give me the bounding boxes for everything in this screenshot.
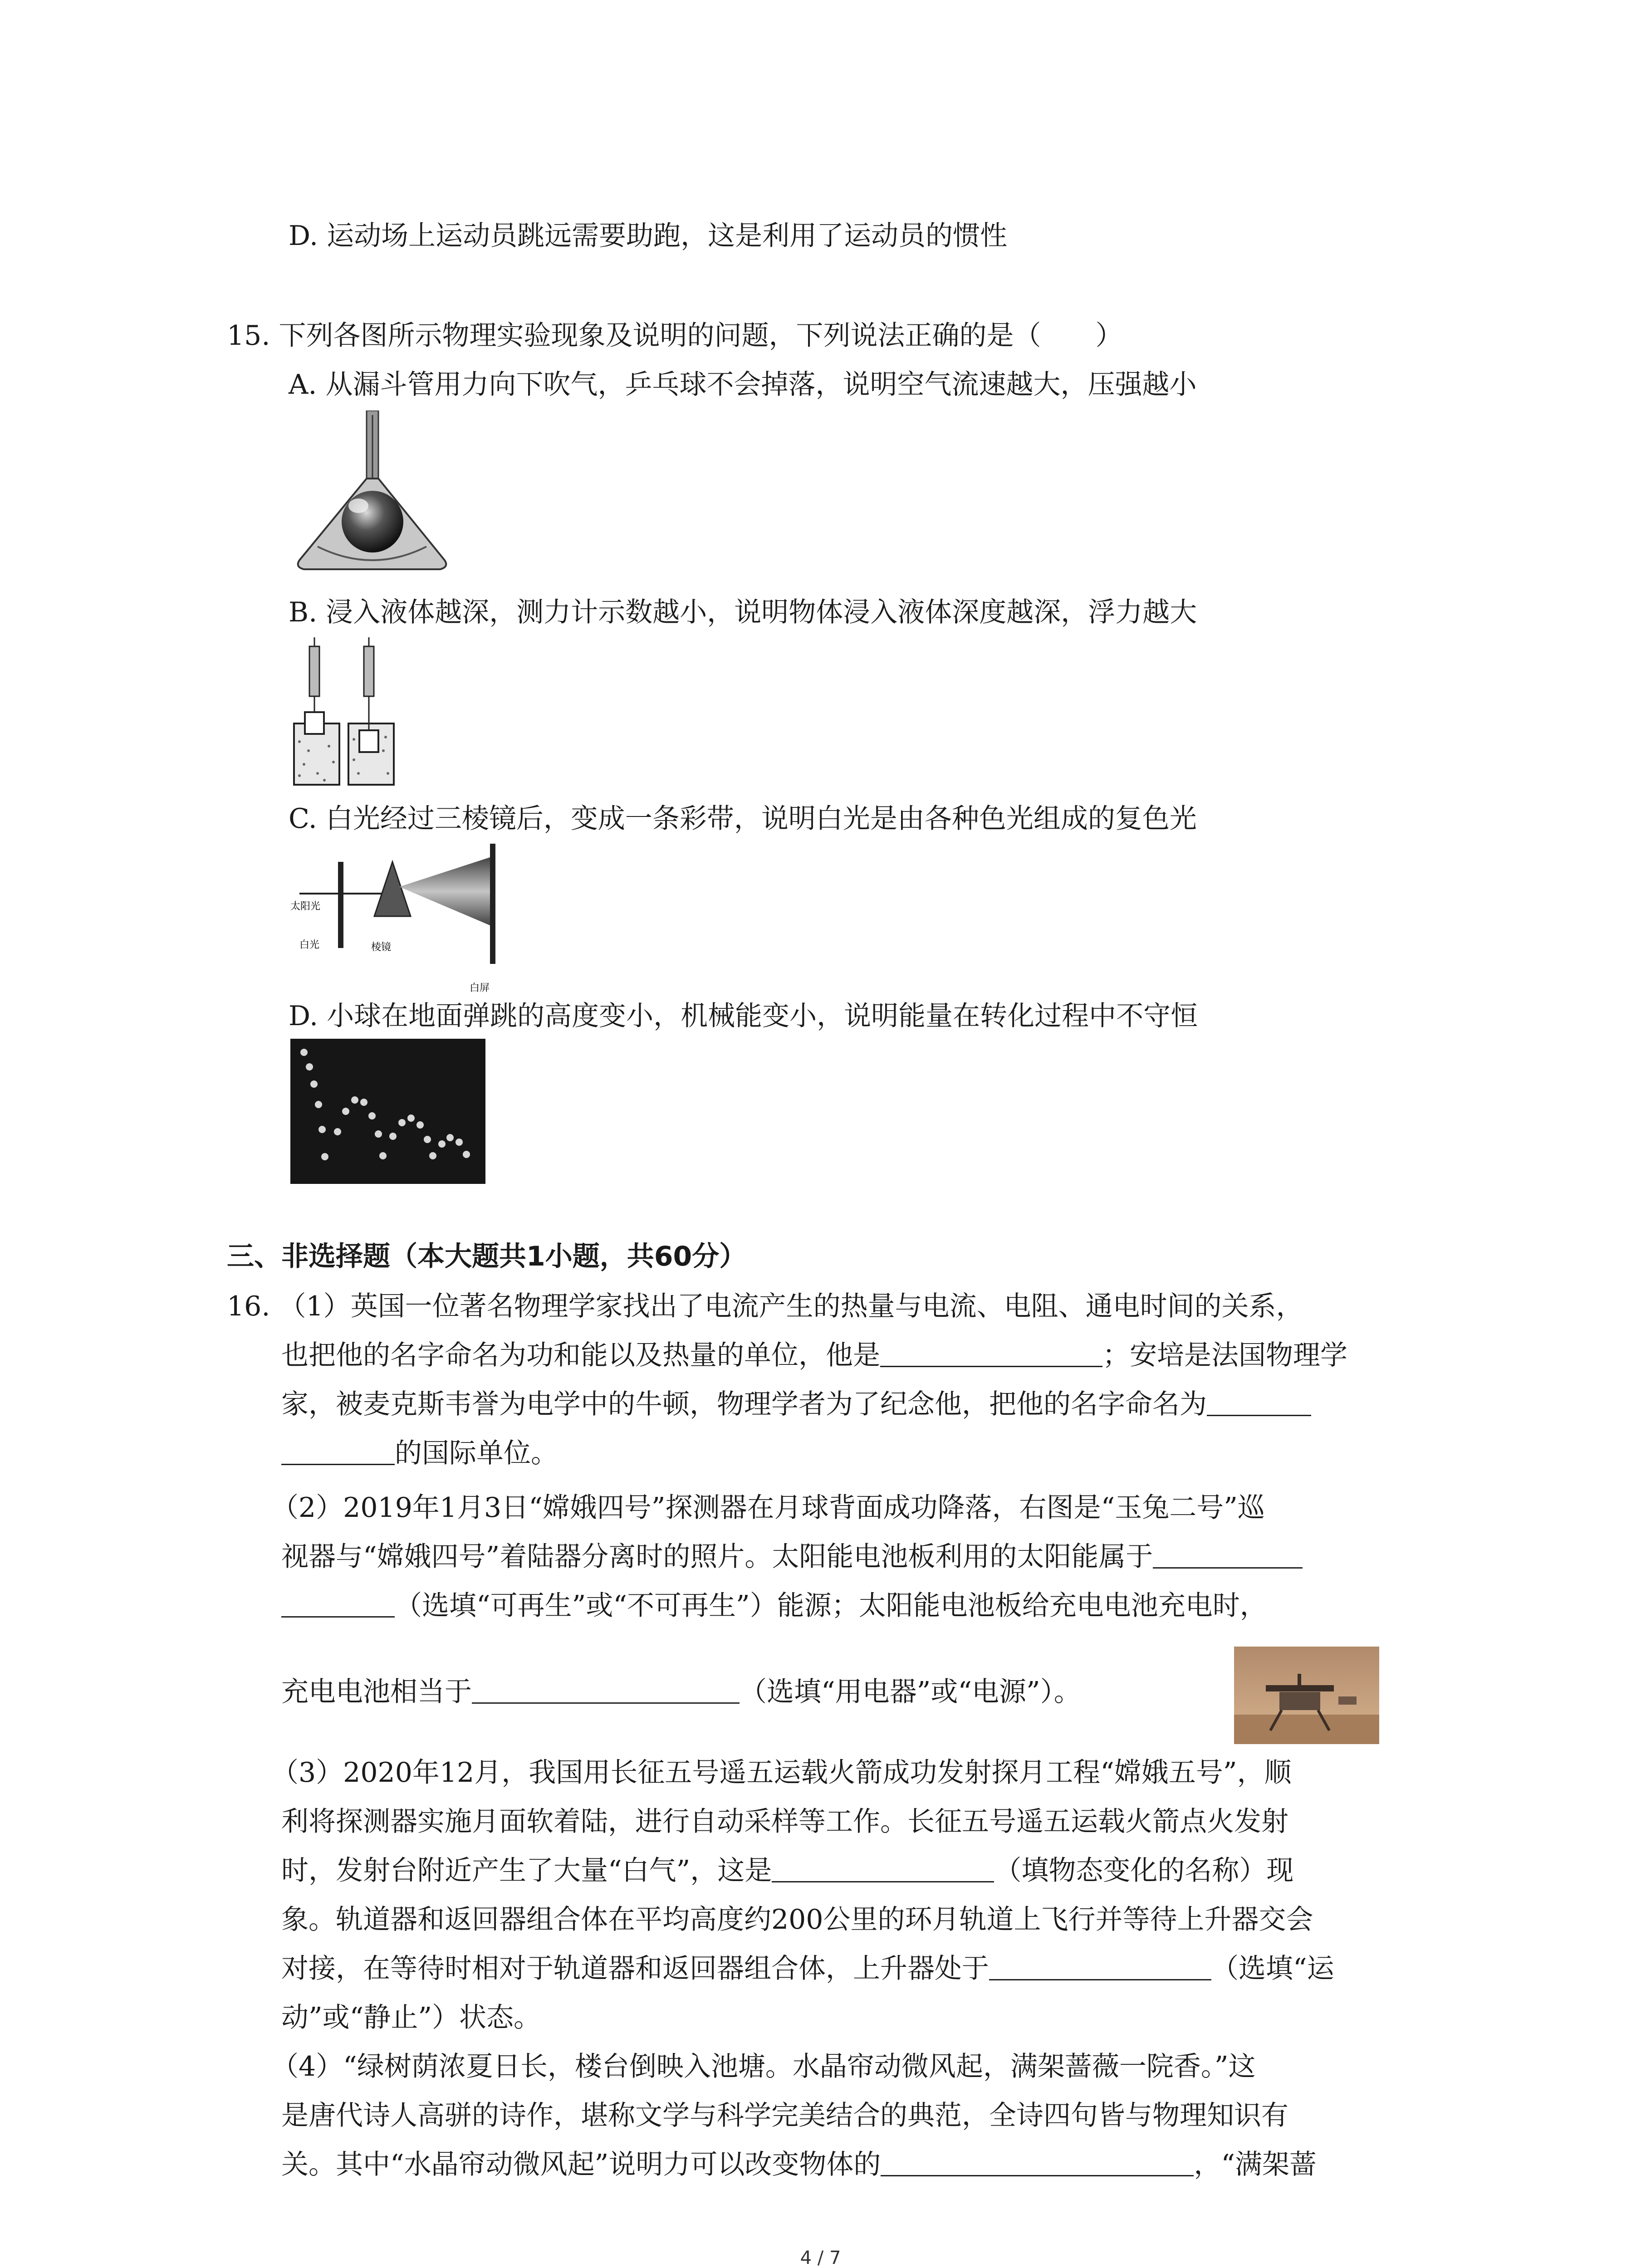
bouncing-ball-figure (290, 1039, 485, 1184)
q16-p2-line3 (281, 1588, 1267, 1624)
q15-option-b: B. 浸入液体越深，测力计示数越小，说明物体浸入液体深度越深，浮力越大 (289, 596, 1197, 628)
white-light-label: 白光 (299, 939, 320, 951)
q16-p4-text-b: ，“满架蔷 (1194, 2149, 1317, 2180)
q16-p3-line1: （3）2020年12月，我国用长征五号遥五运载火箭成功发射探月工程“嫦娥五号”，顺 (271, 1757, 1292, 1789)
answer-blank-6[interactable] (989, 1952, 1211, 1980)
prism-label: 棱镜 (371, 942, 392, 953)
q16-p2-line4 (281, 1674, 1081, 1710)
q16-p1-line2 (281, 1337, 1347, 1374)
q16-p3-text-c: 对接，在等待时相对于轨道器和返回器组合体，上升器处于 (281, 1953, 989, 1984)
section-3-heading: 三、非选择题（本大题共1小题，共60分） (227, 1241, 747, 1272)
q16-p4-line1: （4）“绿树荫浓夏日长，楼台倒映入池塘。水晶帘动微风起，满架蔷薇一院香。”这 (271, 2051, 1256, 2082)
answer-blank-2a[interactable] (1207, 1388, 1311, 1416)
q16-p1-text-b: ；安培是法国物理学 (1102, 1339, 1347, 1371)
q15-option-c: C. 白光经过三棱镜后，变成一条彩带，说明白光是由各种色光组成的复色光 (289, 803, 1197, 835)
screen-label: 白屏 (470, 982, 490, 994)
sunlight-label: 太阳光 (290, 901, 321, 912)
q15-option-a: A. 从漏斗管用力向下吹气，乒乓球不会掉落，说明空气流速越大，压强越小 (289, 369, 1197, 401)
q16-p1-line4 (281, 1435, 558, 1471)
q16-p1-line3 (281, 1386, 1311, 1422)
q16-p4-line2: 是唐代诗人高骈的诗作，堪称文学与科学完美结合的典范，全诗四句皆与物理知识有 (281, 2100, 1288, 2131)
q16-p2-line1: （2）2019年1月3日“嫦娥四号”探测器在月球背面成功降落，右图是“玉兔二号”巡 (271, 1492, 1265, 1524)
q16-p2-text-a: 视器与“嫦娥四号”着陆器分离时的照片。太阳能电池板利用的太阳能属于 (281, 1541, 1153, 1573)
answer-blank-2b[interactable] (281, 1437, 395, 1465)
q16-p1-text-d: 的国际单位。 (395, 1437, 558, 1469)
spring-scale-figure (290, 637, 399, 787)
q16-p2-text-b: （选填“可再生”或“不可再生”）能源；太阳能电池板给充电电池充电时， (395, 1590, 1267, 1622)
answer-blank-5[interactable] (772, 1854, 994, 1882)
q16-p1-text-c: 家，被麦克斯韦誉为电学中的牛顿，物理学者为了纪念他，把他的名字命名为 (281, 1388, 1207, 1420)
q16-p1-line1: 16. （1）英国一位著名物理学家找出了电流产生的热量与电流、电阻、通电时间的关系， (227, 1290, 1303, 1322)
q16-p3-text-a: 时，发射台附近产生了大量“白气”，这是 (281, 1855, 772, 1887)
q16-p2-text-c: 充电电池相当于 (281, 1676, 472, 1708)
q16-p2-line2 (281, 1539, 1303, 1575)
answer-blank-3b[interactable] (281, 1589, 395, 1618)
q16-p1-text-a: 也把他的名字命名为功和能以及热量的单位，他是 (281, 1339, 880, 1371)
q16-p3-text-b: （填物态变化的名称）现 (994, 1855, 1294, 1887)
answer-blank-1[interactable] (880, 1339, 1102, 1367)
rover-photo (1234, 1647, 1379, 1744)
q15-stem: 15. 下列各图所示物理实验现象及说明的问题，下列说法正确的是（ ） (227, 320, 1123, 352)
q14-option-d: D. 运动场上运动员跳远需要助跑，这是利用了运动员的惯性 (289, 220, 1008, 252)
q16-p3-line6: 动”或“静止”）状态。 (281, 2002, 541, 2033)
q16-p3-line5 (281, 1950, 1334, 1987)
q16-p3-line3 (281, 1853, 1293, 1889)
funnel-ball-figure (290, 411, 463, 583)
page-number: 4 / 7 (800, 2248, 841, 2268)
q16-p2-text-d: （选填“用电器”或“电源”）。 (740, 1676, 1081, 1708)
q16-p4-line3 (281, 2146, 1317, 2183)
q16-p3-line4: 象。轨道器和返回器组合体在平均高度约200公里的环月轨道上飞行并等待上升器交会 (281, 1904, 1313, 1936)
answer-blank-7[interactable] (881, 2148, 1194, 2176)
prism-dispersion-figure (290, 844, 508, 998)
q15-option-d: D. 小球在地面弹跳的高度变小，机械能变小，说明能量在转化过程中不守恒 (289, 1000, 1198, 1032)
q16-p4-text-a: 关。其中“水晶帘动微风起”说明力可以改变物体的 (281, 2149, 881, 2180)
answer-blank-3a[interactable] (1153, 1540, 1303, 1569)
q16-p3-text-d: （选填“运 (1211, 1953, 1334, 1984)
answer-blank-4[interactable] (472, 1675, 740, 1704)
q16-p3-line2: 利将探测器实施月面软着陆，进行自动采样等工作。长征五号遥五运载火箭点火发射 (281, 1806, 1288, 1838)
